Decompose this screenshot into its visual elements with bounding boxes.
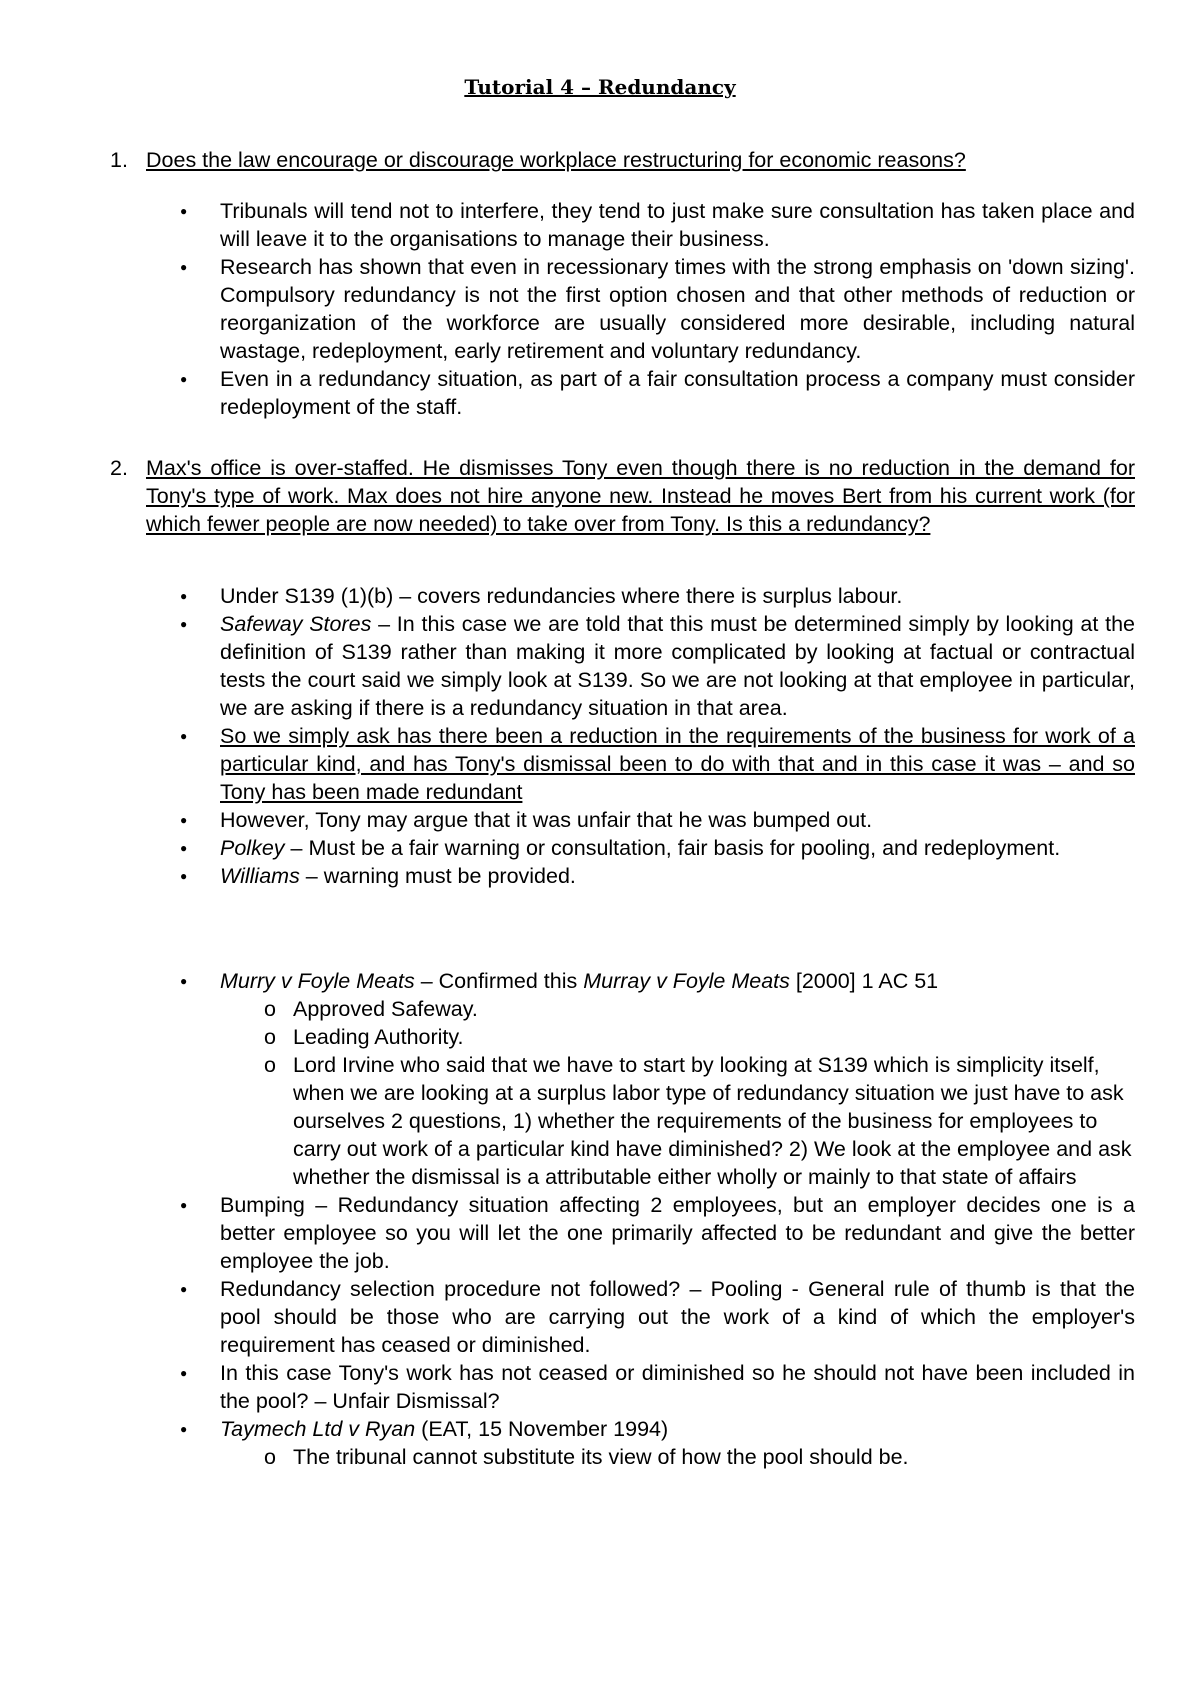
list-item: ● In this case Tony's work has not ceased or diminished so he should not have been included in the pool? – Unfair Dismissal? bbox=[168, 1359, 1135, 1415]
sub-list bbox=[220, 995, 1135, 1191]
case-name: Taymech Ltd v Ryan bbox=[220, 1417, 416, 1441]
list-item: ● So we simply ask has there been a reduction in the requirements of the business for work of a particular kind, and has Tony's dismissal been to do with that and in this case it was – and so Tony has been made redundant bbox=[168, 722, 1135, 806]
list-item: ● Under S139 (1)(b) – covers redundancies where there is surplus labour. bbox=[168, 582, 1135, 610]
list-item-text: – In this case we are told that this must be determined simply by looking at the definition of S139 rather than making it more complicated by looking at factual or contractual tests the court said we simply look at S139. So we are not looking at that employee in particular, we are asking if there is a redundancy situation in that area. bbox=[220, 612, 1136, 720]
case-name: Polkey bbox=[220, 836, 285, 860]
list-item: ● Bumping – Redundancy situation affecting 2 employees, but an employer decides one is a better employee so you will let the one primarily affected to be redundant and give the better employee the job. bbox=[168, 1191, 1135, 1275]
page-title: Tutorial 4 – Redundancy bbox=[464, 75, 736, 99]
sub-list bbox=[220, 1443, 1135, 1471]
sub-list-item: o Lord Irvine who said that we have to start by looking at S139 which is simplicity itself, when we are looking at a surplus labor type of redundancy situation we just have to ask ourselves 2 questions, 1) whether the requirements of the business for employees to carry out work of a particular kind have diminished? 2) We look at the employee and ask whether the dismissal is a attributable either wholly or mainly to that state of affairs bbox=[220, 1051, 1135, 1191]
list-item-text: (EAT, 15 November 1994) bbox=[415, 1417, 669, 1441]
case-citation: [2000] 1 AC 51 bbox=[789, 969, 939, 993]
case-name: Murry v Foyle Meats bbox=[220, 969, 415, 993]
question-1 bbox=[110, 146, 1135, 174]
list-item: ● However, Tony may argue that it was unfair that he was bumped out. bbox=[168, 806, 1135, 834]
list-item: ● Research has shown that even in recessionary times with the strong emphasis on 'down sizing'. Compulsory redundancy is not the first option chosen and that other methods of reduction or reorganization of the workforce are usually considered more desirable, including natural wastage, redeployment, early retirement and voluntary redundancy. bbox=[168, 253, 1135, 365]
list-item: ● Even in a redundancy situation, as part of a fair consultation process a company must consider redeployment of the staff. bbox=[168, 365, 1135, 421]
list-item: ● Tribunals will tend not to interfere, they tend to just make sure consultation has taken place and will leave it to the organisations to manage their business. bbox=[168, 197, 1135, 253]
list-item bbox=[168, 610, 1135, 722]
list-item bbox=[168, 967, 1135, 1191]
question-2-answers-a bbox=[168, 582, 1135, 890]
list-item-text: – warning must be provided. bbox=[299, 864, 576, 888]
list-item: ● Redundancy selection procedure not followed? – Pooling - General rule of thumb is that the pool should be those who are carrying out the work of a kind of which the employer's requirement has ceased or diminished. bbox=[168, 1275, 1135, 1359]
list-item bbox=[168, 862, 1135, 890]
question-text: Does the law encourage or discourage workplace restructuring for economic reasons? bbox=[146, 148, 966, 172]
question-2 bbox=[110, 454, 1135, 538]
sub-list-item: o The tribunal cannot substitute its view of how the pool should be. bbox=[220, 1443, 1135, 1471]
list-item-text: – Must be a fair warning or consultation, fair basis for pooling, and redeployment. bbox=[284, 836, 1061, 860]
list-item bbox=[168, 1415, 1135, 1471]
question-number: 1. bbox=[110, 148, 128, 172]
question-text: Max's office is over-staffed. He dismisses Tony even though there is no reduction in the demand for Tony's type of work. Max does not hire anyone new. Instead he moves Bert from his current work (for which fewer people are now needed) to take over from Tony. Is this a redundancy? bbox=[146, 456, 1135, 536]
case-name: Murray v Foyle Meats bbox=[583, 969, 790, 993]
case-name: Safeway Stores bbox=[220, 612, 372, 636]
question-1-answers bbox=[168, 197, 1135, 421]
list-item bbox=[168, 834, 1135, 862]
list-item-text: – Confirmed this bbox=[414, 969, 584, 993]
case-name: Williams bbox=[220, 864, 300, 888]
sub-list-item: o Approved Safeway. bbox=[220, 995, 1135, 1023]
question-2-answers-b bbox=[168, 967, 1135, 1471]
sub-list-item: o Leading Authority. bbox=[220, 1023, 1135, 1051]
question-number: 2. bbox=[110, 456, 128, 480]
